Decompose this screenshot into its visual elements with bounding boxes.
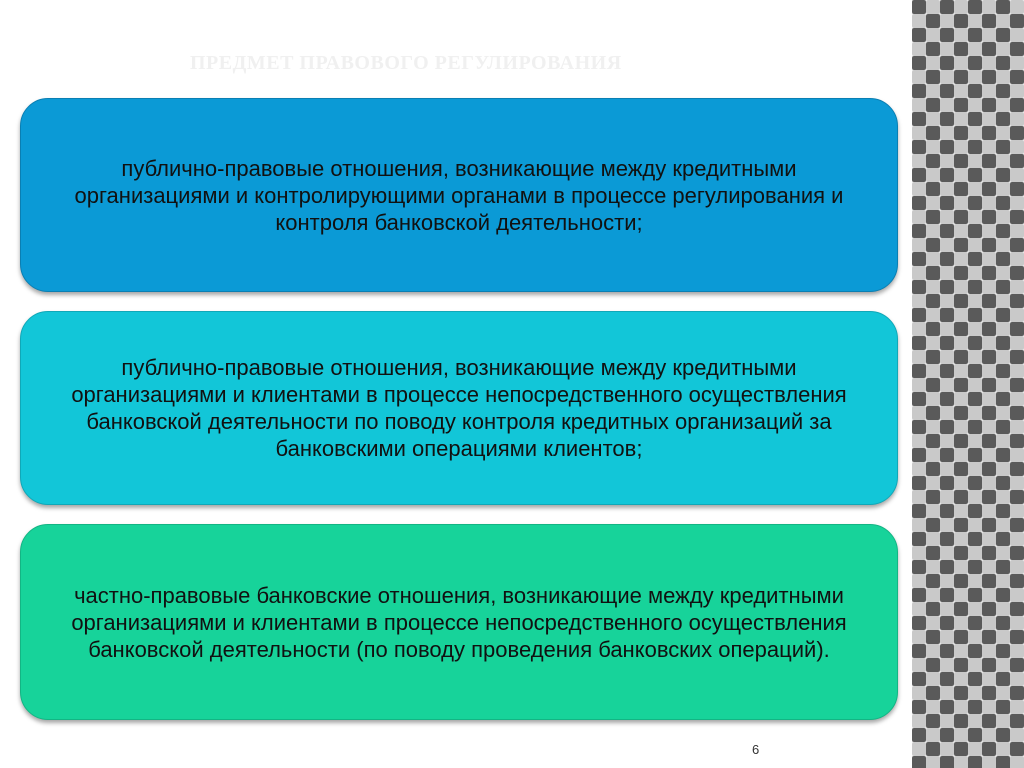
- content-box-text: частно-правовые банковские отношения, возникающие между кредитными организациями и клиентами в процессе непосредственного осуществления банковской деятельности (по поводу проведения банковских операций).: [71, 582, 847, 662]
- content-box-public-law-clients: [20, 311, 898, 505]
- content-box-public-law-regulators: [20, 98, 898, 292]
- slide-title: ПРЕДМЕТ ПРАВОВОГО РЕГУЛИРОВАНИЯ: [190, 52, 622, 74]
- content-box-text: публично-правовые отношения, возникающие между кредитными организациями и клиентами в процессе непосредственного осуществления банковской деятельности по поводу контроля кредитных организаций за банковскими операциями клиентов;: [71, 355, 847, 461]
- content-box-text: публично-правовые отношения, возникающие между кредитными организациями и контролирующими органами в процессе регулирования и контроля банковской деятельности;: [74, 155, 844, 235]
- page-number: 6: [752, 742, 760, 757]
- decorative-side-pattern: [912, 0, 1024, 768]
- content-box-private-law: [20, 524, 898, 720]
